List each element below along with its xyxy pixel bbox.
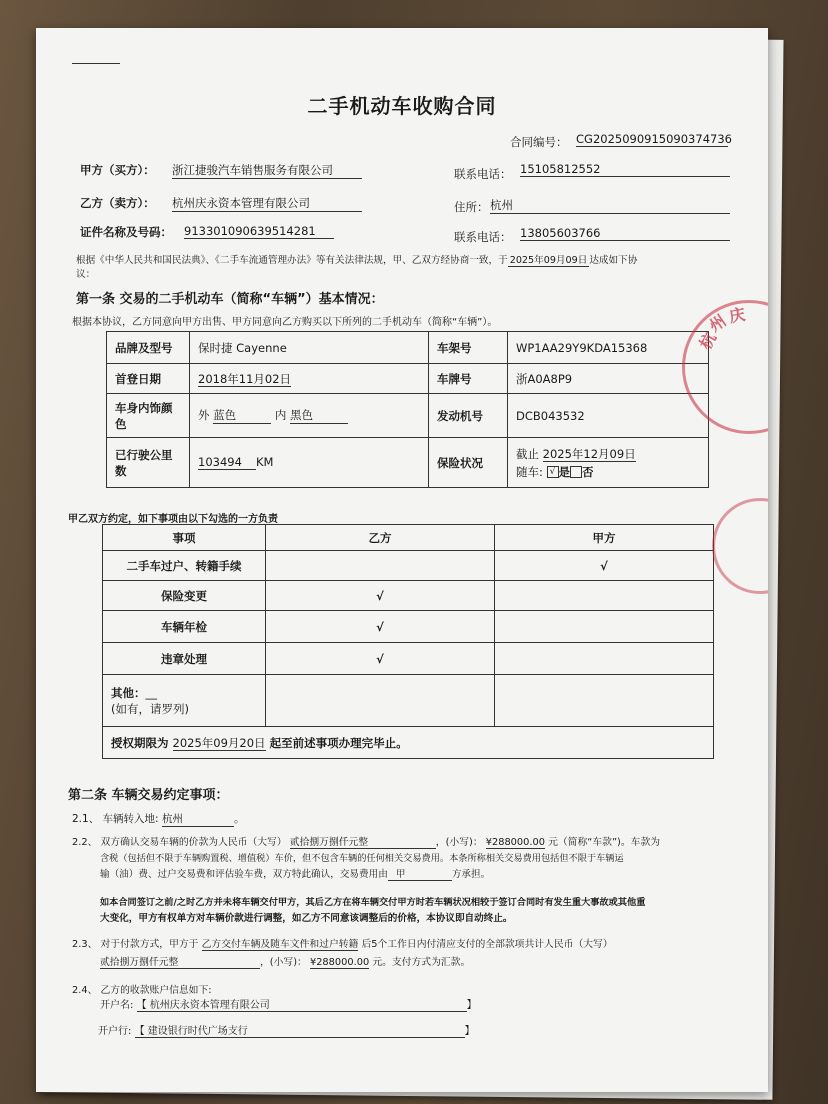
- insurance-with-car-label: 随车:: [516, 464, 543, 479]
- duty-party-b-mark: √: [266, 581, 495, 611]
- yes-label: 是: [558, 464, 571, 479]
- duty-item: 违章处理: [103, 643, 266, 675]
- clause-2-3-text-b: 后5个工作日内付清应支付的全部款项共计人民币（大写）: [361, 939, 613, 950]
- brand-label: 品牌及型号: [107, 332, 190, 364]
- mileage-label-1: 已行驶公里: [115, 447, 173, 462]
- authorization-cell: [103, 727, 714, 759]
- preamble-text-2: 达成如下协: [589, 255, 638, 266]
- account-bank-label: 开户行:: [98, 1026, 132, 1037]
- duty-row: [103, 643, 714, 675]
- duty-header-party-b: 乙方: [266, 525, 495, 551]
- vehicle-info-table: [106, 331, 709, 488]
- clause-2-3-text-c: ，(小写)：: [260, 957, 307, 968]
- account-bank-line: [98, 1022, 475, 1038]
- clause-2-1-end: 。: [233, 813, 245, 825]
- contract-no: CG2025090915090374736: [576, 132, 732, 146]
- duty-party-a-mark: [495, 643, 714, 675]
- clause-2-4-no: 2.4、: [72, 985, 98, 996]
- clause-2-3-text-a: 对于付款方式，甲方于: [100, 939, 199, 950]
- other-label: 其他：: [111, 685, 146, 700]
- clause-2-2-text-b: ，(小写)：: [435, 837, 483, 848]
- vin-value: WP1AA29Y9KDA15368: [508, 332, 709, 364]
- clause-2-2-no: 2.2、: [72, 837, 98, 848]
- int-prefix: 内: [274, 408, 287, 422]
- party-a-phone: 15105812552: [520, 162, 730, 177]
- clause-2-2-line-1: [72, 834, 660, 849]
- auth-suffix: 起至前述事项办理完毕止。: [269, 735, 408, 750]
- no-label: 否: [582, 464, 594, 479]
- duty-header-party-a: 甲方: [495, 525, 714, 551]
- reg-date-label: 首登日期: [107, 364, 190, 394]
- duty-intro: 甲乙双方约定，如下事项由以下勾选的一方负责: [68, 514, 278, 525]
- company-seal-stamp: 杭 州 庆: [682, 300, 768, 434]
- id-number: 913301090639514281: [184, 224, 334, 239]
- color-label: [107, 394, 190, 438]
- clause-2-2-line-2: 含税（包括但不限于车辆购置税、增值税）车价，但不包含车辆的任何相关交易费用。本条所称相关交易费用包括但不限于车辆运: [100, 853, 624, 864]
- ext-prefix: 外: [198, 408, 210, 422]
- vehicle-row: [107, 394, 709, 438]
- plate-value: 浙A0A8P9: [508, 364, 709, 394]
- auth-date: 2025年09月20日: [172, 735, 266, 750]
- duty-item: 保险变更: [103, 581, 266, 611]
- color-cell: [190, 394, 429, 438]
- address: 杭州: [490, 197, 730, 214]
- bold-clause-line-2: 大变化，甲方有权单方对车辆价款进行调整，如乙方不同意该调整后的价格，本协议即自动终止。: [100, 913, 513, 924]
- clause-2-1-no: 2.1、: [72, 813, 100, 825]
- brand-value: 保时捷 Cayenne: [190, 332, 429, 364]
- mileage-label-2: 数: [115, 463, 127, 478]
- duty-row: [103, 611, 714, 643]
- insurance-label: 保险状况: [429, 438, 508, 488]
- seal-stamp-partial: [712, 498, 768, 594]
- other-hint: (如有，请罗列): [111, 701, 189, 716]
- bold-clause-line-1: 如本合同签订之前/之时乙方并未将车辆交付甲方，其后乙方在将车辆交付甲方时若车辆状况相较于签订合同时有发生重大事故或其他重: [100, 897, 646, 908]
- interior-color: 黑色: [290, 407, 348, 424]
- mileage-label: [107, 438, 190, 488]
- clause-2-2-text-e: 方承担。: [451, 869, 491, 880]
- other-party-b: [266, 675, 495, 727]
- engine-label: 发动机号: [429, 394, 508, 438]
- top-mark: [72, 63, 120, 64]
- fee-payer: 甲: [388, 866, 452, 881]
- plate-label: 车牌号: [429, 364, 508, 394]
- duty-party-a-mark: √: [495, 551, 714, 581]
- clause-2-2-text-a: 双方确认交易车辆的价款为人民币（大写）: [100, 837, 287, 848]
- party-a-label: 甲方（买方）：: [80, 163, 155, 177]
- article-1-title: 第一条 交易的二手机动车（简称“车辆”）基本情况：: [76, 292, 384, 307]
- duty-item: 车辆年检: [103, 611, 266, 643]
- party-b-name: 杭州庆永资本管理有限公司: [172, 195, 362, 212]
- clause-2-2-text-d: 输（油）费、过户交易费和评估验车费，双方特此确认，交易费用由: [100, 869, 388, 880]
- payment-condition: 乙方交付车辆及随车文件和过户转籍: [201, 939, 359, 950]
- duty-header-item: 事项: [103, 525, 266, 551]
- clause-2-3-line-1: [72, 936, 613, 950]
- contract-page: [36, 28, 768, 1092]
- account-name-bracket: 】: [466, 1000, 477, 1011]
- exterior-color: 蓝色: [213, 407, 271, 424]
- duty-item: 二手车过户、转籍手续: [103, 551, 266, 581]
- party-a-phone-label: 联系电话：: [454, 167, 512, 181]
- insurance-cell: [508, 438, 709, 488]
- article-2-title: 第二条 车辆交易约定事项：: [68, 788, 229, 803]
- price-upper: 贰拾捌万捌仟元整: [290, 834, 436, 849]
- contract-no-label: 合同编号：: [510, 135, 568, 149]
- insurance-until-label: 截止: [516, 446, 539, 461]
- clause-2-1: [72, 811, 244, 827]
- price-lower: ¥288000.00: [485, 837, 545, 848]
- duty-party-a-mark: [495, 581, 714, 611]
- party-b-phone: 13805603766: [520, 226, 730, 241]
- article-1-intro: 根据本协议，乙方同意向甲方出售、甲方同意向乙方购买以下所列的二手机动车（简称“车辆”）。: [72, 317, 498, 328]
- reg-date-value: 2018年11月02日: [198, 371, 292, 386]
- vin-label: 车架号: [429, 332, 508, 364]
- account-bank: 【 建设银行时代广场支行: [135, 1022, 465, 1038]
- yes-checkbox: √: [547, 466, 559, 478]
- clause-2-1-text: 车辆转入地:: [102, 813, 159, 825]
- no-checkbox: [570, 466, 582, 478]
- color-label-1: 车身内饰颜: [115, 400, 173, 415]
- auth-label: 授权期限为: [111, 735, 169, 750]
- party-a-name: 浙江捷骏汽车销售服务有限公司: [172, 162, 362, 179]
- account-name-label: 开户名:: [100, 1000, 134, 1011]
- preamble-line-1: [76, 252, 637, 266]
- mileage-value: 103494: [198, 455, 256, 470]
- reg-date-cell: [190, 364, 429, 394]
- mileage-unit: KM: [256, 455, 274, 469]
- other-cell: [103, 675, 266, 727]
- duty-party-b-mark: √: [266, 643, 495, 675]
- duty-other-row: [103, 675, 714, 727]
- insurance-until-date: 2025年12月09日: [542, 446, 636, 461]
- transfer-city: 杭州: [162, 811, 234, 827]
- other-value: __: [145, 685, 157, 700]
- id-label: 证件名称及号码：: [80, 225, 172, 239]
- account-name: 【 杭州庆永资本管理有限公司: [137, 996, 467, 1012]
- color-label-2: 色: [115, 416, 127, 431]
- party-b-label: 乙方（卖方）：: [80, 196, 155, 210]
- duty-row: [103, 551, 714, 581]
- clause-2-3-text-d: 元。支付方式为汇款。: [372, 957, 471, 968]
- account-name-line: [100, 996, 477, 1012]
- party-b-phone-label: 联系电话：: [454, 230, 512, 244]
- address-label: 住所：: [454, 200, 489, 214]
- preamble-text-1: 根据《中华人民共和国民法典》、《二手车流通管理办法》等有关法律法规，甲、乙双方经协商一致，于: [76, 255, 508, 266]
- duty-row: [103, 581, 714, 611]
- vehicle-row: [107, 332, 709, 364]
- duty-party-a-mark: [495, 611, 714, 643]
- other-party-a: [495, 675, 714, 727]
- duty-table: [102, 524, 714, 759]
- account-bank-bracket: 】: [464, 1026, 475, 1037]
- clause-2-4-text: 乙方的收款账户信息如下:: [100, 985, 212, 996]
- clause-2-4: [72, 982, 212, 996]
- vehicle-row: [107, 438, 709, 488]
- engine-value: DCB043532: [508, 394, 709, 438]
- clause-2-3-no: 2.3、: [72, 939, 98, 950]
- preamble-line-2: 议：: [76, 269, 96, 280]
- authorization-row: [103, 727, 714, 759]
- payment-upper: 贰拾捌万捌仟元整: [100, 954, 260, 969]
- payment-lower: ¥288000.00: [309, 957, 370, 968]
- duty-header-row: [103, 525, 714, 551]
- contract-title: 二手机动车收购合同: [307, 94, 497, 118]
- preamble-date: 2025年09月09日: [509, 255, 588, 266]
- clause-2-2-line-3: [100, 866, 490, 881]
- vehicle-row: [107, 364, 709, 394]
- clause-2-2-text-c: 元（简称“车款”)。车款为: [548, 837, 661, 848]
- duty-party-b-mark: [266, 551, 495, 581]
- clause-2-3-line-2: [100, 954, 470, 969]
- mileage-cell: [190, 438, 429, 488]
- duty-party-b-mark: √: [266, 611, 495, 643]
